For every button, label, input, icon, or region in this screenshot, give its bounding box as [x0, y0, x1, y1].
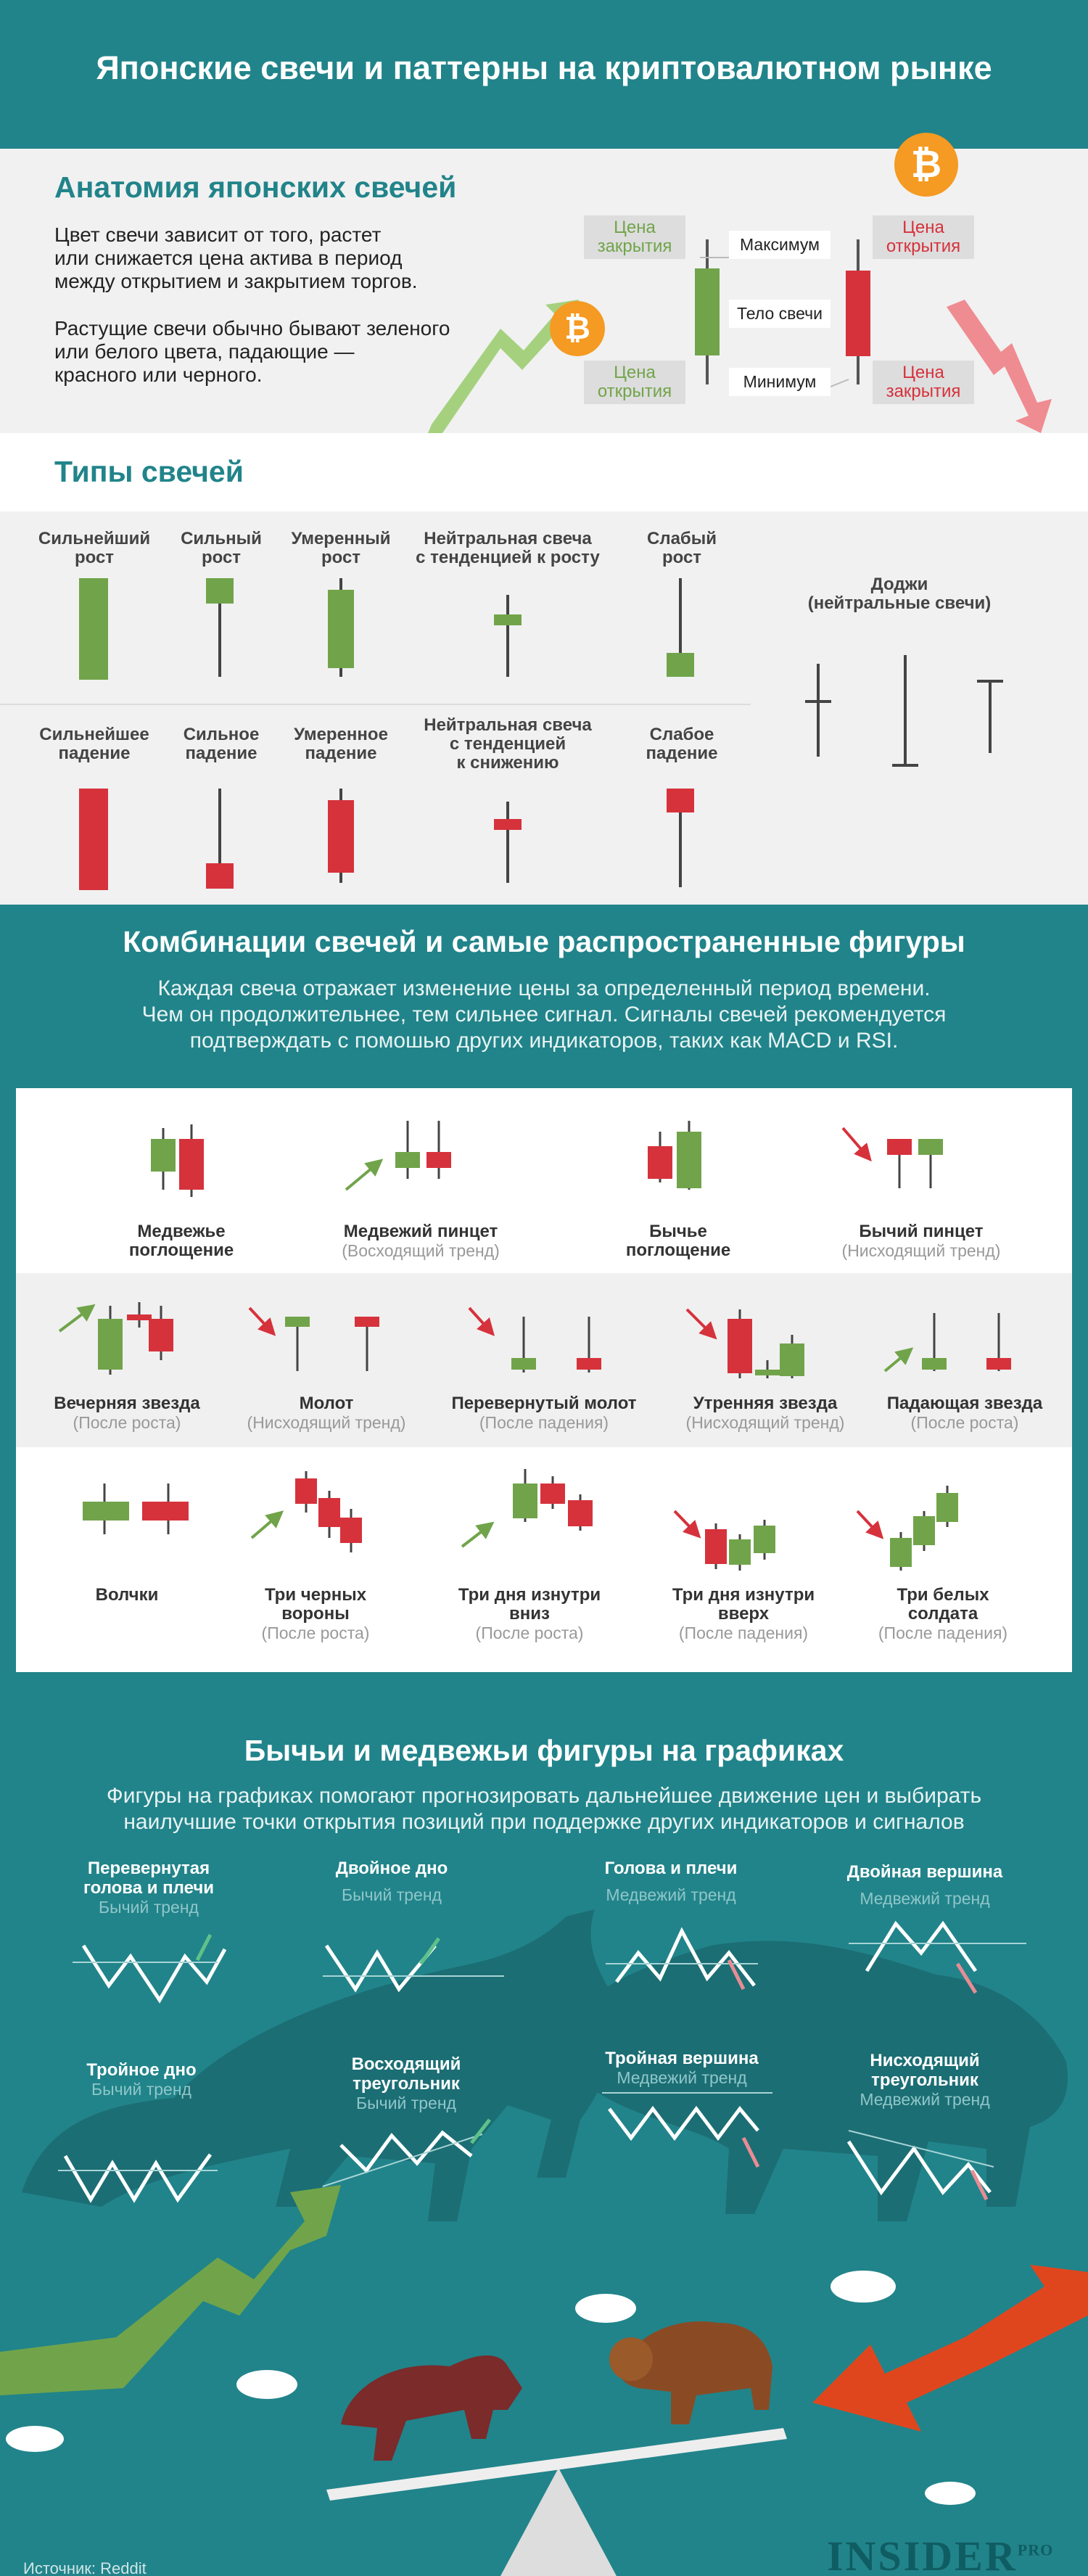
label-line: Умеренный: [291, 529, 391, 548]
inverted-hammer-candles: [469, 1308, 601, 1373]
bullish-engulfing-candles: [648, 1121, 701, 1190]
body-label: Тело свечи: [729, 300, 831, 328]
pattern-inverted-hammer: [435, 1394, 653, 1432]
label-line: с тенденцией: [449, 734, 566, 754]
candle-strong-down: [206, 863, 234, 889]
trend-label: Медвежий тренд: [606, 1885, 736, 1904]
text-line: или снижается цена актива в период: [54, 247, 403, 269]
chart-triple-top: [588, 2049, 776, 2088]
label-line: рост: [321, 548, 361, 567]
bearish-engulfing-candles: [151, 1124, 204, 1197]
hammer-candles: [250, 1308, 379, 1371]
label-line: Падающая звезда: [886, 1394, 1043, 1413]
cloud: [236, 2370, 297, 2399]
charts-subtitle: [0, 1783, 1088, 1835]
label-line: Слабый: [647, 529, 717, 548]
label-line: Сильный: [181, 529, 262, 548]
header-banner: [0, 0, 1088, 149]
trend-label: (После падения): [479, 1413, 609, 1432]
trend-label: Бычий тренд: [91, 2080, 191, 2099]
label-line: открытия: [886, 236, 961, 256]
label-line: Голова и плечи: [604, 1859, 738, 1878]
btc-coin-top: [894, 133, 958, 197]
label-line: Медвежий пинцет: [343, 1222, 498, 1241]
label-line: Тройная вершина: [605, 2049, 759, 2068]
three-inside-down-candles: [462, 1469, 593, 1547]
label-line: Цена: [902, 218, 944, 237]
candle-strong-up: [206, 578, 234, 604]
chart-double-bottom: [305, 1859, 479, 1905]
label-line: Волчки: [95, 1585, 159, 1605]
trend-label: (После падения): [878, 1624, 1008, 1642]
label-line: Двойная вершина: [846, 1862, 1003, 1882]
label-line: Нейтральная свеча: [424, 529, 592, 548]
bear-head: [609, 2337, 653, 2381]
label-line: с тенденцией к росту: [416, 548, 600, 567]
label-line: вниз: [509, 1604, 550, 1624]
anatomy-section: [0, 144, 1088, 433]
cloud: [575, 2294, 636, 2323]
pattern-bearish-engulfing: [102, 1222, 261, 1260]
pattern-evening-star: [29, 1394, 225, 1432]
label-line: Медвежье: [137, 1222, 226, 1241]
cloud: [6, 2426, 64, 2452]
cloud: [925, 2482, 976, 2505]
label-line: Сильнейший: [38, 529, 151, 548]
combos-title: Комбинации свечей и самые распространенные фигуры: [123, 925, 965, 958]
trend-label: Медвежий тренд: [860, 1889, 990, 1908]
cloud: [831, 2271, 896, 2303]
label-line: падение: [185, 744, 257, 763]
label-line: треугольник: [871, 2070, 978, 2090]
trend-label: Медвежий тренд: [617, 2068, 747, 2087]
chart-inv-head-shoulders: [62, 1859, 236, 1917]
pattern-bullish-tweezer: [812, 1222, 1030, 1260]
text-line: подтверждать с помошью других индикаторов, таких как MACD и RSI.: [189, 1029, 899, 1053]
label-line: к снижению: [456, 753, 559, 773]
label-line: Сильнейшее: [39, 725, 149, 744]
label-line: вороны: [281, 1604, 350, 1624]
label-line: Цена: [614, 363, 656, 382]
label-line: рост: [662, 548, 702, 567]
pattern-three-black-crows: [232, 1586, 399, 1642]
source-note: Источник: Reddit: [23, 2559, 147, 2576]
label-line: Сильное: [183, 725, 260, 744]
shooting-star-candles: [885, 1313, 1011, 1371]
pattern-bearish-tweezer: [312, 1222, 529, 1260]
label-line: Цена: [614, 218, 656, 237]
trend-label: (После роста): [475, 1624, 584, 1642]
label-line: падение: [305, 744, 377, 763]
trend-label: (После падения): [678, 1624, 809, 1642]
text-line: Чем он продолжительнее, тем сильнее сигнал. Сигналы свечей рекомендуется: [141, 1003, 947, 1026]
label-line: голова и плечи: [83, 1878, 215, 1898]
label-line: Вечерняя звезда: [54, 1394, 200, 1413]
text-line: красного или черного.: [54, 363, 263, 386]
open-price-red-label: [873, 215, 974, 259]
pattern-three-inside-up: [649, 1586, 838, 1642]
candle-strongest-down: [79, 789, 108, 890]
page-title: Японские свечи и паттерны на криптовалютном рынке: [96, 49, 992, 86]
pattern-spinning-tops: [58, 1586, 196, 1605]
label-line: Умеренное: [294, 725, 388, 744]
chart-triple-bottom: [58, 2060, 225, 2099]
bull-figure: [341, 2355, 522, 2461]
charts-title: Бычьи и медвежьи фигуры на графиках: [244, 1734, 844, 1767]
inv-head-shoulders-line: [83, 1946, 225, 2000]
trend-label: (После роста): [261, 1624, 370, 1642]
bearish-tweezer-candles: [346, 1121, 451, 1190]
arrow-up: [197, 1935, 210, 1960]
trend-label: Бычий тренд: [356, 2094, 456, 2112]
text-line: между открытием и закрытием торгов.: [54, 270, 418, 292]
candle-neutral-down: [494, 819, 522, 830]
label-line: падение: [646, 744, 718, 763]
anatomy-title: Анатомия японских свечей: [54, 170, 457, 204]
text-line: или белого цвета, падающие —: [54, 340, 355, 363]
label-line: поглощение: [128, 1240, 234, 1260]
chart-patterns-illustration: [0, 1713, 1088, 2576]
label-line: открытия: [597, 382, 672, 401]
min-label: Минимум: [729, 368, 831, 396]
close-price-green-label: [584, 215, 685, 259]
max-label: Максимум: [729, 231, 831, 259]
label-line: Три дня изнутри: [672, 1585, 815, 1605]
label-line: Бычье: [649, 1222, 707, 1241]
btc-symbol: ₿: [910, 144, 942, 186]
label-line: падение: [58, 744, 131, 763]
brand-sup: PRO: [1017, 2540, 1054, 2559]
label-line: закрытия: [886, 382, 961, 401]
text-line: Цвет свечи зависит от того, растет: [54, 223, 382, 246]
label-line: поглощение: [625, 1240, 731, 1260]
combos-subtitle: [0, 976, 1088, 1054]
label-line: солдата: [907, 1604, 978, 1624]
evening-star-candles: [59, 1302, 173, 1375]
brand-logo: [827, 2532, 1053, 2576]
label-line: Перевернутая: [87, 1859, 210, 1878]
text-line: Растущие свечи обычно бывают зеленого: [54, 317, 450, 340]
trend-label: Бычий тренд: [342, 1885, 442, 1904]
label-line: Три белых: [897, 1585, 989, 1605]
label-line: рост: [74, 548, 115, 567]
label-line: треугольник: [353, 2074, 460, 2094]
label-line: Перевернутый молот: [451, 1394, 637, 1413]
label-line: Утренняя звезда: [693, 1394, 838, 1413]
label-line: Доджи: [870, 575, 928, 594]
three-white-soldiers-candles: [857, 1486, 958, 1571]
close-price-red-label: [873, 361, 974, 404]
candle-neutral-up: [494, 614, 522, 625]
label-line: Нисходящий: [870, 2051, 980, 2070]
trend-label: (После роста): [910, 1413, 1019, 1432]
candle-weak-down: [667, 789, 694, 812]
three-inside-up-candles: [675, 1511, 775, 1571]
label-line: закрытия: [597, 236, 672, 256]
chart-ascending-triangle: [319, 2054, 493, 2113]
three-black-crows-candles: [252, 1471, 362, 1552]
candle-types-drawing: [0, 511, 1088, 905]
trend-label: (После роста): [73, 1413, 181, 1432]
label-line: Слабое: [649, 725, 714, 744]
pattern-three-inside-down: [435, 1586, 624, 1642]
chart-double-top: [834, 1862, 1015, 1909]
open-price-green-label: [584, 361, 685, 404]
label-line: Двойное дно: [335, 1859, 448, 1878]
candle-moderate-up: [328, 590, 354, 668]
label-line: Три дня изнутри: [458, 1585, 601, 1605]
morning-star-candles: [687, 1309, 804, 1378]
brand-text: INSIDER: [827, 2532, 1018, 2576]
pattern-bullish-engulfing: [598, 1222, 758, 1260]
btc-symbol: ₿: [564, 310, 590, 346]
bullish-tweezer-candles: [843, 1128, 943, 1188]
trend-label: (Нисходящий тренд): [685, 1413, 845, 1432]
pattern-hammer: [228, 1394, 424, 1432]
label-line: Нейтральная свеча: [424, 715, 592, 735]
candle-strongest-up: [79, 578, 108, 680]
candle-weak-up: [667, 653, 694, 677]
candle-moderate-down: [328, 800, 354, 873]
trend-label: (Нисходящий тренд): [247, 1413, 406, 1432]
label-line: вверх: [717, 1604, 770, 1624]
text-line: Каждая свеча отражает изменение цены за определенный период времени.: [157, 976, 931, 1000]
label-line: Молот: [299, 1394, 354, 1413]
label-line: Три черных: [264, 1585, 367, 1605]
label-line: (нейтральные свечи): [807, 593, 992, 613]
max-pointer: [700, 254, 733, 258]
label-line: Бычий пинцет: [859, 1222, 984, 1241]
green-up-arrow: [0, 2185, 341, 2395]
trend-label: (Восходящий тренд): [342, 1241, 500, 1260]
spinning-top-candles: [83, 1484, 189, 1534]
label-line: рост: [201, 548, 242, 567]
text-line: наилучшие точки открытия позиций при поддержке других индикаторов и сигналов: [123, 1810, 965, 1834]
types-grid: [0, 511, 1088, 905]
label-line: Цена: [902, 363, 944, 382]
pattern-shooting-star: [867, 1394, 1063, 1432]
btc-coin-left: [550, 301, 605, 356]
pattern-morning-star: [664, 1394, 867, 1432]
green-candle-body: [695, 268, 720, 355]
chart-patterns-section: [0, 1713, 1088, 2576]
trend-label: (Нисходящий тренд): [841, 1241, 1001, 1260]
seesaw-pivot: [500, 2468, 617, 2576]
pattern-three-white-soldiers: [852, 1586, 1034, 1642]
chart-head-shoulders: [580, 1859, 762, 1905]
trend-label: Бычий тренд: [99, 1898, 199, 1917]
types-title: Типы свечей: [54, 455, 244, 488]
text-line: Фигуры на графиках помогают прогнозировать дальнейшее движение цен и выбирать: [106, 1784, 982, 1808]
arrow-up: [421, 1938, 439, 1964]
label-line: Восходящий: [351, 2054, 461, 2074]
red-candle-body: [846, 271, 870, 356]
trend-label: Медвежий тренд: [860, 2090, 990, 2109]
chart-descending-triangle: [834, 2051, 1015, 2110]
label-line: Тройное дно: [86, 2060, 197, 2080]
